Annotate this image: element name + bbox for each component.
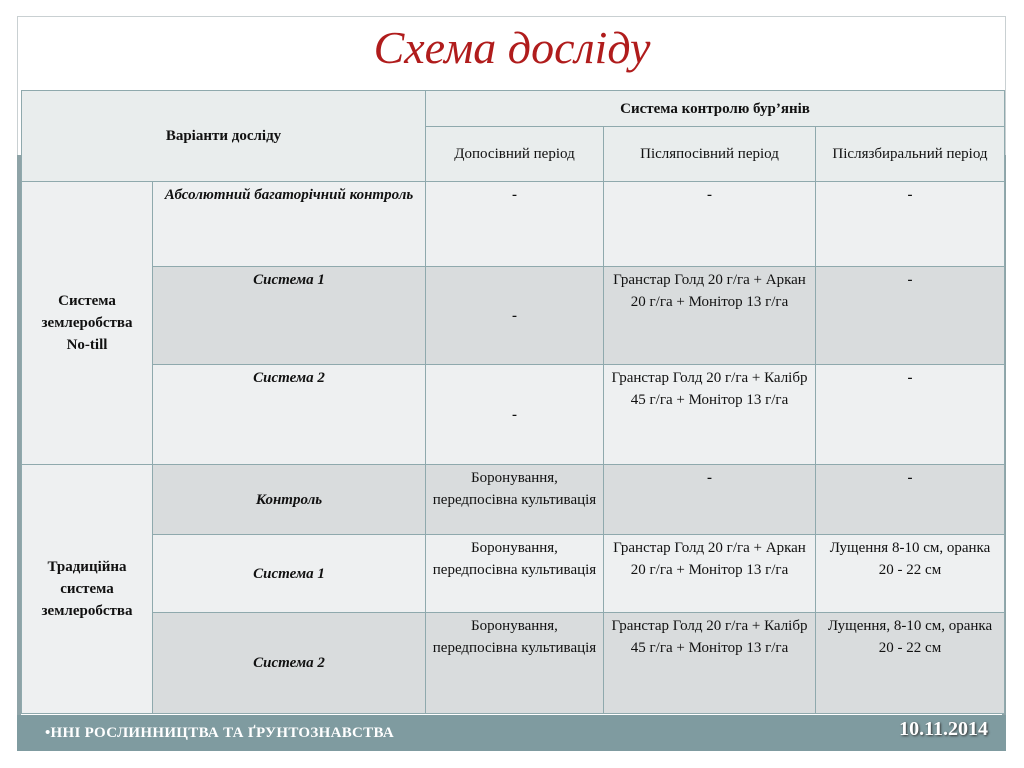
variant-label: Система 2: [153, 613, 426, 714]
cell-pre: -: [426, 182, 604, 267]
group-label-no-till: Система землеробства No-till: [22, 182, 153, 465]
header-period-pre: Допосівний період: [426, 127, 604, 182]
cell-pre: Боронування, передпосівна культивація: [426, 613, 604, 714]
header-period-harvest: Післязбиральний період: [816, 127, 1005, 182]
cell-harvest: Лущення 8-10 см, оранка 20 - 22 см: [816, 535, 1005, 613]
cell-pre: -: [426, 267, 604, 365]
variant-label: Контроль: [153, 465, 426, 535]
cell-pre: Боронування, передпосівна культивація: [426, 535, 604, 613]
footer-institute-label: •ННІ РОСЛИННИЦТВА ТА ҐРУНТОЗНАВСТВА: [45, 725, 394, 741]
variant-label: Система 2: [153, 365, 426, 465]
cell-post: Гранстар Голд 20 г/га + Аркан 20 г/га + Монітор 13 г/га: [604, 535, 816, 613]
cell-post: Гранстар Голд 20 г/га + Калібр 45 г/га + Монітор 13 г/га: [604, 365, 816, 465]
header-control-system: Система контролю бур’янів: [426, 91, 1005, 127]
cell-pre: -: [426, 365, 604, 465]
variant-label: Система 1: [153, 267, 426, 365]
footer-date: 10.11.2014: [899, 718, 988, 740]
slide-title: Схема досліду: [373, 22, 651, 73]
header-period-post: Післяпосівний період: [604, 127, 816, 182]
cell-harvest: -: [816, 465, 1005, 535]
cell-post: -: [604, 465, 816, 535]
cell-harvest: -: [816, 267, 1005, 365]
cell-post: -: [604, 182, 816, 267]
cell-harvest: -: [816, 365, 1005, 465]
cell-harvest: Лущення, 8-10 см, оранка 20 - 22 см: [816, 613, 1005, 714]
experiment-scheme-table: [21, 90, 1005, 714]
cell-post: Гранстар Голд 20 г/га + Калібр 45 г/га + Монітор 13 г/га: [604, 613, 816, 714]
cell-post: Гранстар Голд 20 г/га + Аркан 20 г/га + Монітор 13 г/га: [604, 267, 816, 365]
header-variants: Варіанти досліду: [22, 91, 426, 182]
variant-label: Абсолютний багаторічний контроль: [153, 182, 426, 267]
cell-pre: Боронування, передпосівна культивація: [426, 465, 604, 535]
footer-bar: [17, 715, 1006, 751]
group-label-traditional: Традиційна система землеробства: [22, 465, 153, 714]
variant-label: Система 1: [153, 535, 426, 613]
cell-harvest: -: [816, 182, 1005, 267]
